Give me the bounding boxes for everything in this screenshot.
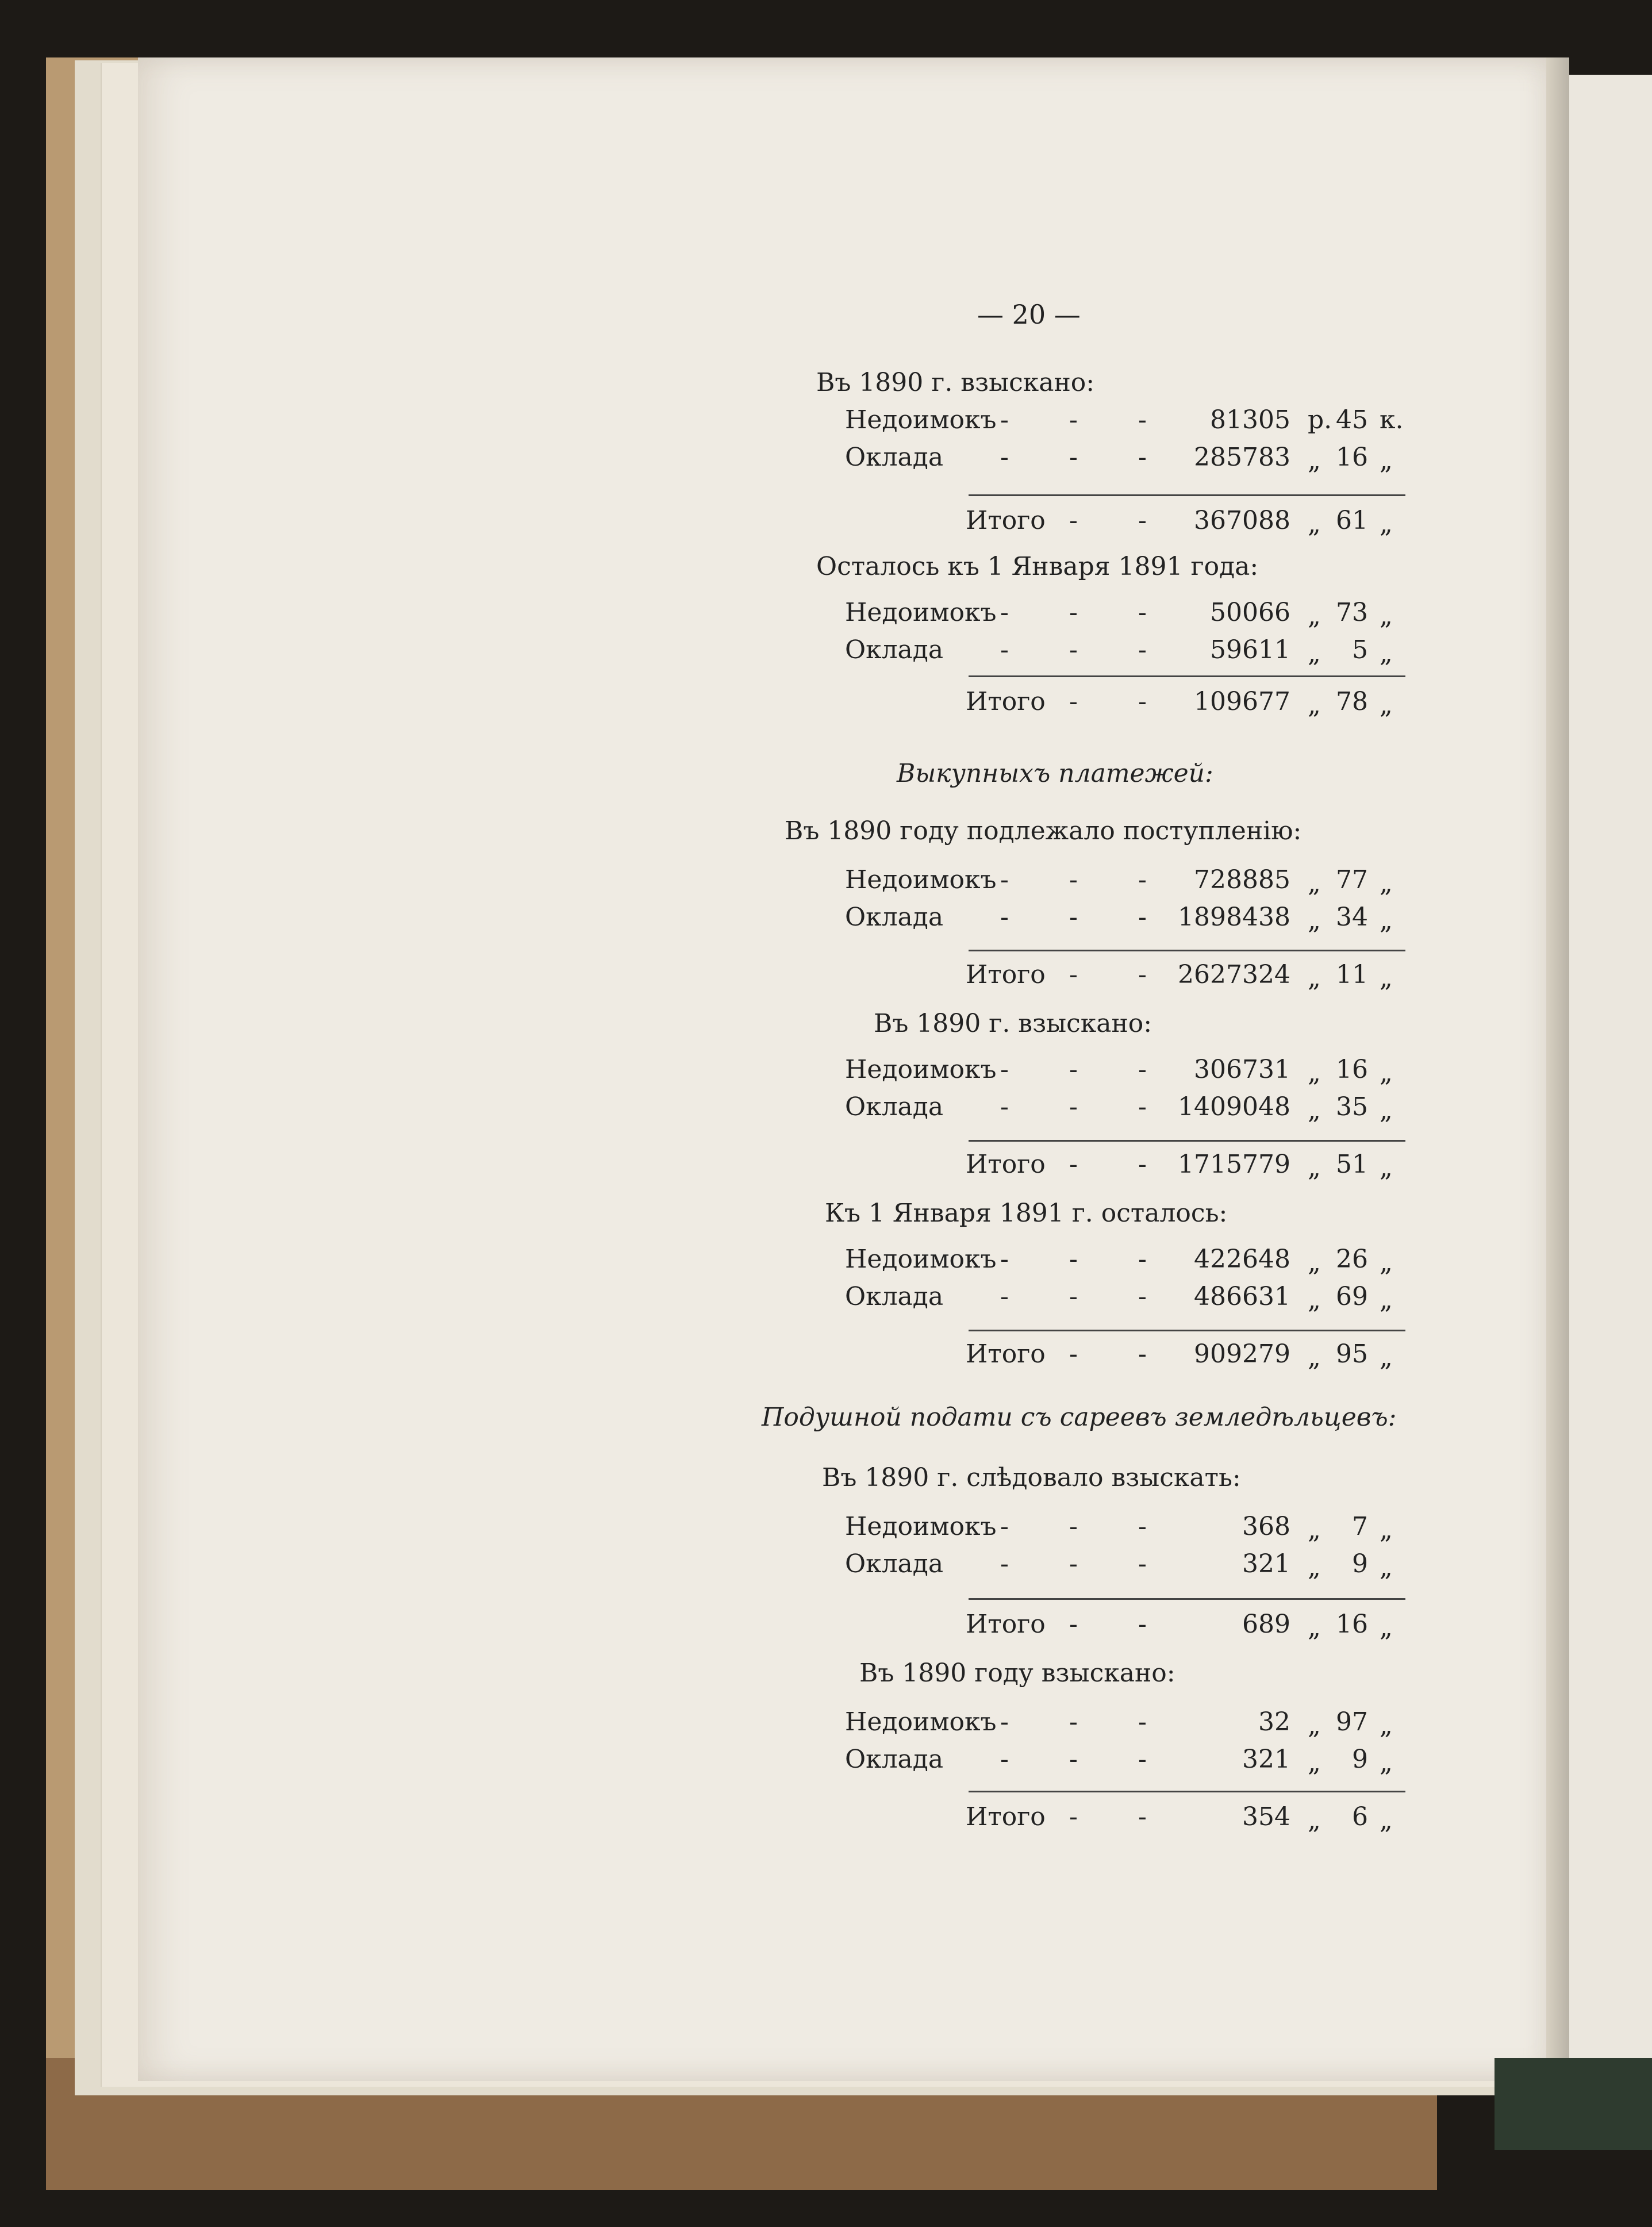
row-end-mark: „ [1380,446,1393,475]
row-amount: 59611 [1210,635,1290,665]
row-end-mark: „ [1380,1711,1393,1740]
leader-dash: - [1138,865,1147,894]
amount-separator: „ [1308,1248,1321,1277]
leader-dash: - [1138,635,1147,665]
leader-dash: - [1000,1707,1009,1737]
block-heading: Къ 1 Января 1891 г. осталось: [825,1199,1228,1228]
leader-dash: - [1069,635,1078,665]
amount-separator: р. [1308,405,1332,435]
row-label: Оклада [845,635,944,665]
total-label: Итого [966,1802,1046,1831]
amount-separator: „ [1308,601,1321,631]
total-amount: 109677 [1194,687,1290,716]
row-amount: 306731 [1194,1055,1290,1084]
leader-dash: - [1138,903,1147,932]
row-end-mark: „ [1380,1096,1393,1125]
amount-separator: „ [1308,1748,1321,1777]
leader-dash: - [1138,598,1147,627]
leader-dash: - [1000,1282,1009,1311]
row-end-mark: „ [1380,690,1393,720]
leader-dash: - [1138,405,1147,435]
amount-separator: „ [1308,963,1321,993]
amount-separator: „ [1308,1515,1321,1545]
leader-dash: - [1138,1339,1147,1369]
block-heading: Въ 1890 г. слѣдовало взыскать: [822,1463,1241,1492]
leader-dash: - [1000,1092,1009,1122]
total-rule [969,1140,1405,1142]
row-label: Оклада [845,443,944,472]
leader-dash: - [1000,865,1009,894]
amount-separator: „ [1308,690,1321,720]
facing-page-edge [1569,75,1652,2075]
leader-dash: - [1000,1512,1009,1541]
row-amount: 285783 [1194,443,1290,472]
row-cents: 5 [1352,635,1368,665]
amount-separator: „ [1308,1613,1321,1642]
amount-separator: „ [1308,509,1321,539]
row-amount: 486631 [1194,1282,1290,1311]
leader-dash: - [1000,443,1009,472]
leader-dash: - [1000,635,1009,665]
row-label: Оклада [845,1092,944,1122]
row-label: Оклада [845,1549,944,1579]
row-end-mark: „ [1380,639,1393,668]
total-amount: 2627324 [1178,960,1290,989]
leader-dash: - [1000,903,1009,932]
leader-dash: - [1138,1610,1147,1639]
leader-dash: - [1138,960,1147,989]
total-cents: 51 [1336,1150,1368,1179]
leader-dash: - [1069,405,1078,435]
row-cents: 35 [1336,1092,1368,1122]
leader-dash: - [1069,1512,1078,1541]
row-cents: 16 [1336,443,1368,472]
row-end-mark: „ [1380,1153,1393,1182]
row-end-mark: к. [1380,405,1404,435]
total-cents: 11 [1336,960,1368,989]
row-amount: 321 [1242,1745,1290,1774]
row-amount: 1409048 [1178,1092,1290,1122]
leader-dash: - [1069,903,1078,932]
amount-separator: „ [1308,1711,1321,1740]
block-heading: Въ 1890 году подлежало поступленію: [785,816,1302,846]
leader-dash: - [1138,1150,1147,1179]
row-end-mark: „ [1380,1343,1393,1372]
row-end-mark: „ [1380,1806,1393,1835]
leader-dash: - [1069,1707,1078,1737]
leader-dash: - [1069,865,1078,894]
leader-dash: - [1000,1055,1009,1084]
leader-dash: - [1138,1745,1147,1774]
row-end-mark: „ [1380,963,1393,993]
amount-separator: „ [1308,1096,1321,1125]
amount-separator: „ [1308,906,1321,935]
row-end-mark: „ [1380,1248,1393,1277]
total-label: Итого [966,506,1046,535]
book-gutter [1546,57,1569,2081]
total-amount: 689 [1242,1610,1290,1639]
total-amount: 1715779 [1178,1150,1290,1179]
total-rule [969,1791,1405,1792]
block-heading: Въ 1890 г. взыскано: [816,368,1095,397]
row-amount: 1898438 [1178,903,1290,932]
leader-dash: - [1069,1549,1078,1579]
total-label: Итого [966,1150,1046,1179]
total-rule [969,675,1405,677]
leader-dash: - [1138,1512,1147,1541]
row-cents: 45 [1336,405,1368,435]
amount-separator: „ [1308,1285,1321,1315]
row-amount: 32 [1258,1707,1290,1737]
row-label: Оклада [845,903,944,932]
total-cents: 16 [1336,1610,1368,1639]
total-cents: 6 [1352,1802,1368,1831]
leader-dash: - [1138,1282,1147,1311]
leader-dash: - [1000,405,1009,435]
total-cents: 78 [1336,687,1368,716]
block-heading: Въ 1890 г. взыскано: [874,1009,1152,1038]
block-heading: Осталось къ 1 Января 1891 года: [816,552,1259,581]
total-cents: 95 [1336,1339,1368,1369]
leader-dash: - [1138,506,1147,535]
book-binding [1495,2058,1652,2150]
leader-dash: - [1138,1092,1147,1122]
section-subtitle: Выкупныхъ платежей: [897,759,1213,788]
leader-dash: - [1069,1055,1078,1084]
leader-dash: - [1000,1245,1009,1274]
total-rule [969,950,1405,951]
total-rule [969,1330,1405,1331]
leader-dash: - [1069,598,1078,627]
row-end-mark: „ [1380,1553,1393,1582]
row-label: Недоимокъ [845,865,997,894]
leader-dash: - [1069,1245,1078,1274]
amount-separator: „ [1308,1343,1321,1372]
block-heading: Въ 1890 году взыскано: [859,1658,1175,1688]
leader-dash: - [1069,1802,1078,1831]
leader-dash: - [1069,443,1078,472]
total-label: Итого [966,960,1046,989]
total-cents: 61 [1336,506,1368,535]
row-label: Недоимокъ [845,1245,997,1274]
row-end-mark: „ [1380,869,1393,898]
row-end-mark: „ [1380,906,1393,935]
row-amount: 50066 [1210,598,1290,627]
leader-dash: - [1069,506,1078,535]
leader-dash: - [1138,1245,1147,1274]
row-end-mark: „ [1380,1058,1393,1088]
row-end-mark: „ [1380,1285,1393,1315]
page-number: — 20 — [977,299,1081,330]
amount-separator: „ [1308,1058,1321,1088]
row-cents: 73 [1336,598,1368,627]
total-amount: 354 [1242,1802,1290,1831]
row-amount: 728885 [1194,865,1290,894]
amount-separator: „ [1308,869,1321,898]
leader-dash: - [1069,1150,1078,1179]
row-cents: 9 [1352,1745,1368,1774]
total-rule [969,494,1405,496]
leader-dash: - [1000,598,1009,627]
row-amount: 368 [1242,1512,1290,1541]
leader-dash: - [1069,687,1078,716]
leader-dash: - [1069,1745,1078,1774]
leader-dash: - [1138,1707,1147,1737]
row-cents: 97 [1336,1707,1368,1737]
leader-dash: - [1138,1055,1147,1084]
row-label: Недоимокъ [845,1055,997,1084]
leader-dash: - [1069,1092,1078,1122]
leader-dash: - [1069,1339,1078,1369]
leader-dash: - [1138,443,1147,472]
leader-dash: - [1069,1610,1078,1639]
amount-separator: „ [1308,1806,1321,1835]
row-amount: 422648 [1194,1245,1290,1274]
row-amount: 321 [1242,1549,1290,1579]
total-label: Итого [966,1339,1046,1369]
total-label: Итого [966,1610,1046,1639]
total-label: Итого [966,687,1046,716]
total-amount: 367088 [1194,506,1290,535]
row-cents: 77 [1336,865,1368,894]
leader-dash: - [1138,1802,1147,1831]
row-cents: 7 [1352,1512,1368,1541]
leader-dash: - [1069,1282,1078,1311]
amount-separator: „ [1308,446,1321,475]
row-end-mark: „ [1380,601,1393,631]
row-end-mark: „ [1380,1515,1393,1545]
row-label: Недоимокъ [845,405,997,435]
row-cents: 9 [1352,1549,1368,1579]
row-cents: 26 [1336,1245,1368,1274]
row-label: Недоимокъ [845,598,997,627]
row-label: Недоимокъ [845,1707,997,1737]
leader-dash: - [1138,687,1147,716]
total-amount: 909279 [1194,1339,1290,1369]
section-subtitle: Подушной подати съ сареевъ земледѣльцевъ: [762,1403,1397,1432]
leader-dash: - [1069,960,1078,989]
row-end-mark: „ [1380,1748,1393,1777]
leader-dash: - [1000,1745,1009,1774]
row-cents: 69 [1336,1282,1368,1311]
row-cents: 34 [1336,903,1368,932]
row-label: Оклада [845,1745,944,1774]
leader-dash: - [1000,1549,1009,1579]
amount-separator: „ [1308,639,1321,668]
amount-separator: „ [1308,1153,1321,1182]
row-amount: 81305 [1210,405,1290,435]
leader-dash: - [1138,1549,1147,1579]
row-end-mark: „ [1380,509,1393,539]
row-end-mark: „ [1380,1613,1393,1642]
amount-separator: „ [1308,1553,1321,1582]
total-rule [969,1598,1405,1600]
row-label: Недоимокъ [845,1512,997,1541]
row-label: Оклада [845,1282,944,1311]
row-cents: 16 [1336,1055,1368,1084]
